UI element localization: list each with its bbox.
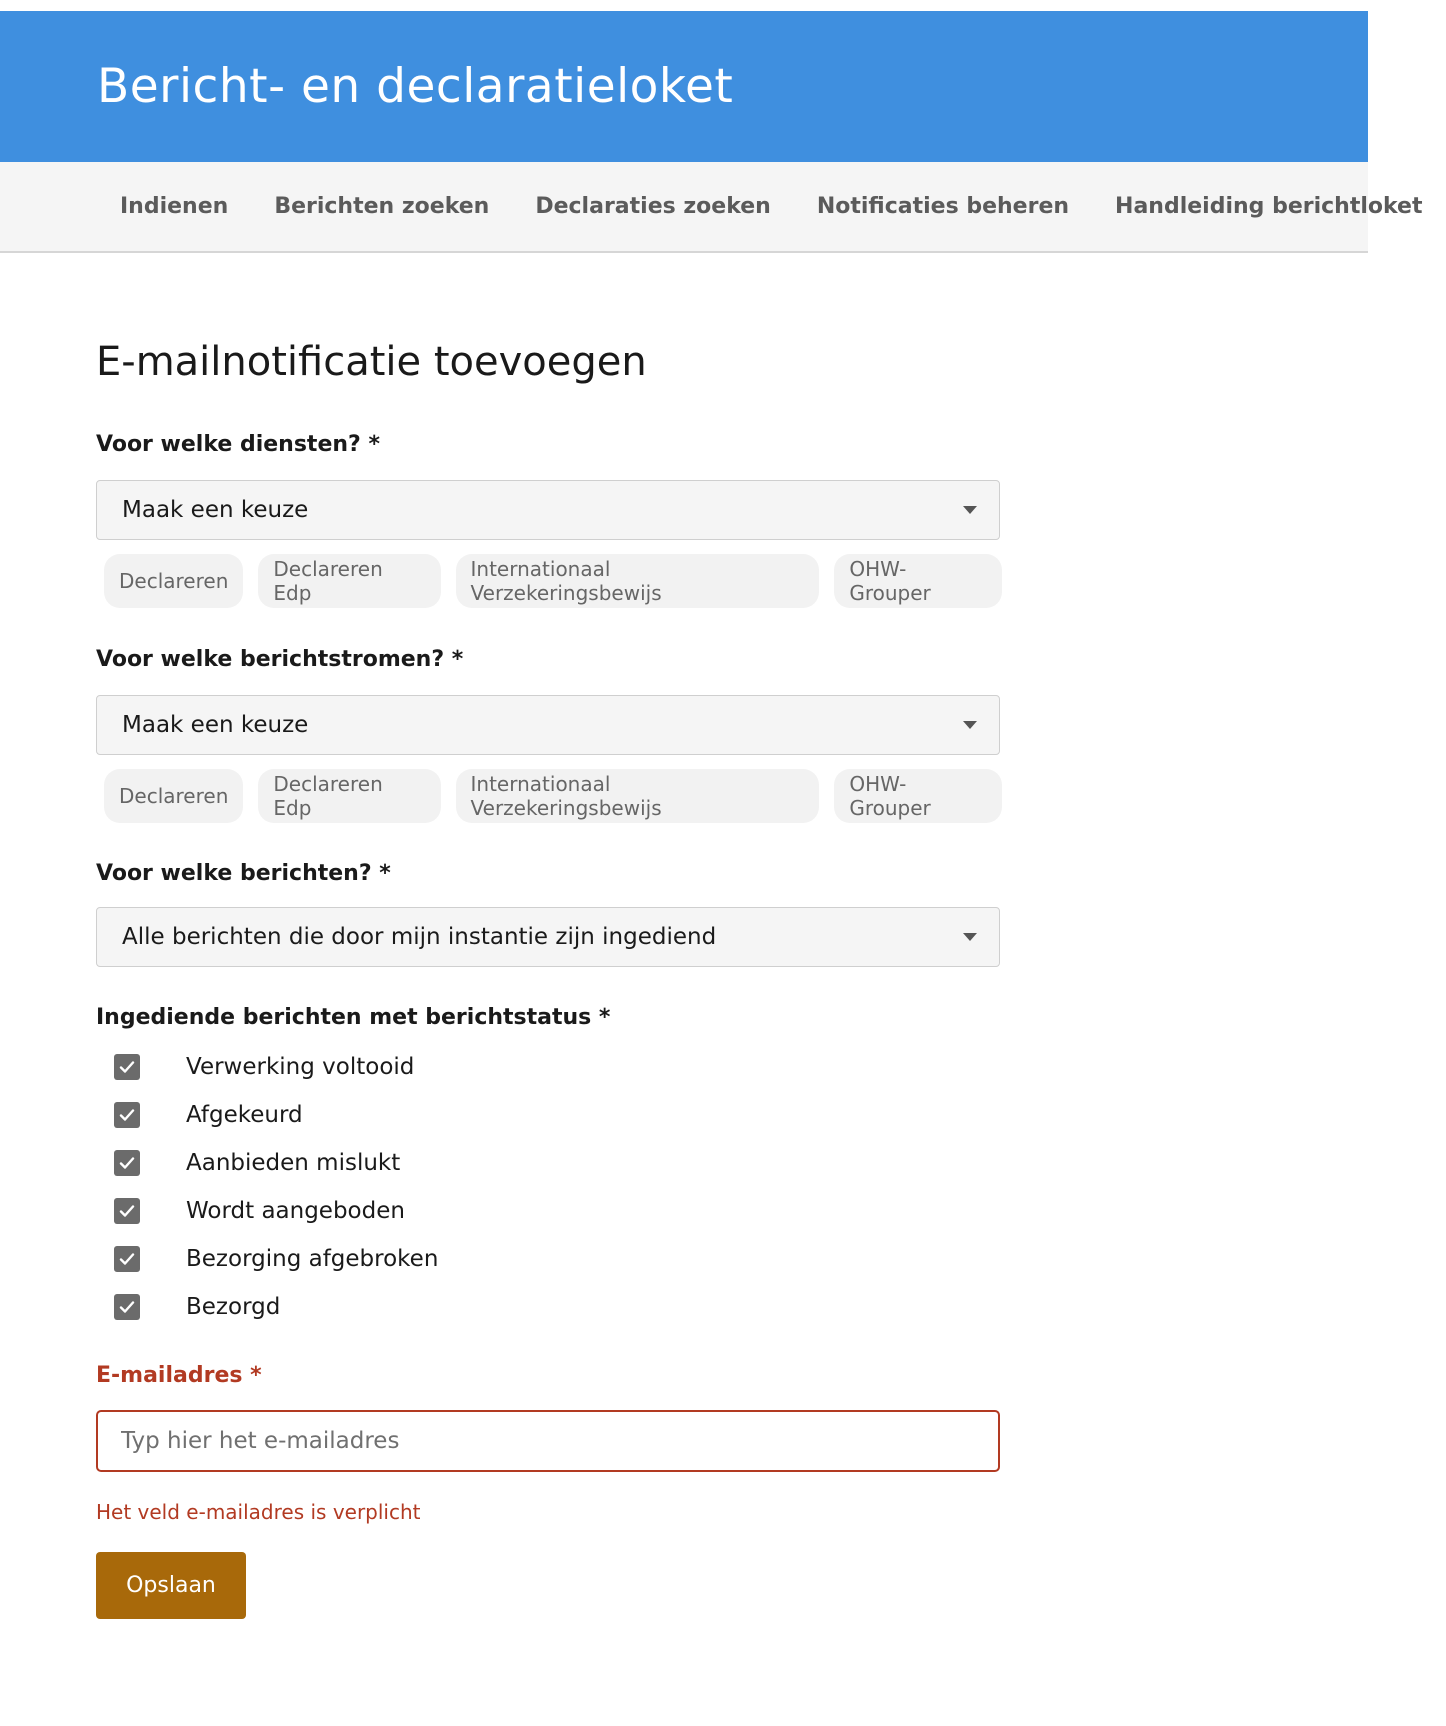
status-option-aanbieden-mislukt[interactable] bbox=[114, 1139, 1002, 1187]
checkbox-checked-icon[interactable] bbox=[114, 1150, 140, 1176]
email-error-message: Het veld e-mailadres is verplicht bbox=[96, 1499, 421, 1524]
chevron-down-icon bbox=[963, 506, 977, 514]
service-chip-internationaal-verzekeringsbewijs[interactable]: Internationaal Verzekeringsbewijs bbox=[456, 554, 820, 608]
services-select-value: Maak een keuze bbox=[122, 497, 309, 524]
email-label: E-mailadres * bbox=[96, 1362, 262, 1388]
messages-label: Voor welke berichten? * bbox=[96, 860, 391, 886]
nav-item-berichten-zoeken[interactable]: Berichten zoeken bbox=[274, 194, 490, 219]
checkbox-checked-icon[interactable] bbox=[114, 1102, 140, 1128]
status-option-verwerking-voltooid[interactable] bbox=[114, 1043, 1002, 1091]
status-option-label: Bezorgd bbox=[186, 1293, 281, 1320]
streams-label: Voor welke berichtstromen? * bbox=[96, 647, 464, 673]
checkbox-checked-icon[interactable] bbox=[114, 1198, 140, 1224]
status-option-afgekeurd[interactable] bbox=[114, 1091, 1002, 1139]
services-select[interactable] bbox=[96, 480, 1000, 540]
nav-item-notificaties-beheren[interactable]: Notificaties beheren bbox=[816, 194, 1070, 219]
main-content bbox=[0, 338, 1002, 1619]
stream-chip-internationaal-verzekeringsbewijs[interactable]: Internationaal Verzekeringsbewijs bbox=[456, 769, 820, 823]
status-option-label: Bezorging afgebroken bbox=[186, 1245, 439, 1272]
status-option-label: Wordt aangeboden bbox=[186, 1197, 405, 1224]
streams-chips bbox=[104, 769, 1002, 823]
streams-select[interactable] bbox=[96, 695, 1000, 755]
email-field[interactable] bbox=[96, 1410, 1000, 1472]
service-chip-declareren[interactable]: Declareren bbox=[104, 554, 243, 608]
nav-item-declaraties-zoeken[interactable]: Declaraties zoeken bbox=[535, 194, 771, 219]
chevron-down-icon bbox=[963, 933, 977, 941]
stream-chip-ohw-grouper[interactable]: OHW-Grouper bbox=[834, 769, 1002, 823]
status-label: Ingediende berichten met berichtstatus * bbox=[96, 1005, 611, 1031]
status-option-bezorging-afgebroken[interactable] bbox=[114, 1235, 1002, 1283]
save-button[interactable]: Opslaan bbox=[96, 1552, 246, 1619]
streams-select-value: Maak een keuze bbox=[122, 711, 309, 738]
app-title: Bericht- en declaratieloket bbox=[97, 59, 734, 114]
status-option-label: Verwerking voltooid bbox=[186, 1053, 415, 1080]
service-chip-ohw-grouper[interactable]: OHW-Grouper bbox=[834, 554, 1002, 608]
status-option-bezorgd[interactable] bbox=[114, 1283, 1002, 1331]
services-chips bbox=[104, 554, 1002, 608]
nav-item-handleiding[interactable]: Handleiding berichtloket bbox=[1115, 194, 1423, 219]
main-nav bbox=[0, 162, 1423, 253]
checkbox-checked-icon[interactable] bbox=[114, 1054, 140, 1080]
status-checkbox-list bbox=[114, 1043, 1002, 1331]
services-label: Voor welke diensten? * bbox=[96, 432, 380, 457]
page-title: E-mailnotificatie toevoegen bbox=[96, 339, 647, 385]
service-chip-declareren-edp[interactable]: Declareren Edp bbox=[258, 554, 440, 608]
messages-select[interactable] bbox=[96, 907, 1000, 967]
status-option-wordt-aangeboden[interactable] bbox=[114, 1187, 1002, 1235]
stream-chip-declareren-edp[interactable]: Declareren Edp bbox=[258, 769, 440, 823]
app-header bbox=[0, 11, 1368, 162]
nav-item-indienen[interactable]: Indienen bbox=[120, 194, 229, 219]
checkbox-checked-icon[interactable] bbox=[114, 1246, 140, 1272]
stream-chip-declareren[interactable]: Declareren bbox=[104, 769, 243, 823]
chevron-down-icon bbox=[963, 721, 977, 729]
messages-select-value: Alle berichten die door mijn instantie zijn ingediend bbox=[122, 924, 717, 951]
checkbox-checked-icon[interactable] bbox=[114, 1294, 140, 1320]
status-option-label: Aanbieden mislukt bbox=[186, 1149, 401, 1176]
top-strip bbox=[0, 0, 1368, 11]
status-option-label: Afgekeurd bbox=[186, 1101, 303, 1128]
